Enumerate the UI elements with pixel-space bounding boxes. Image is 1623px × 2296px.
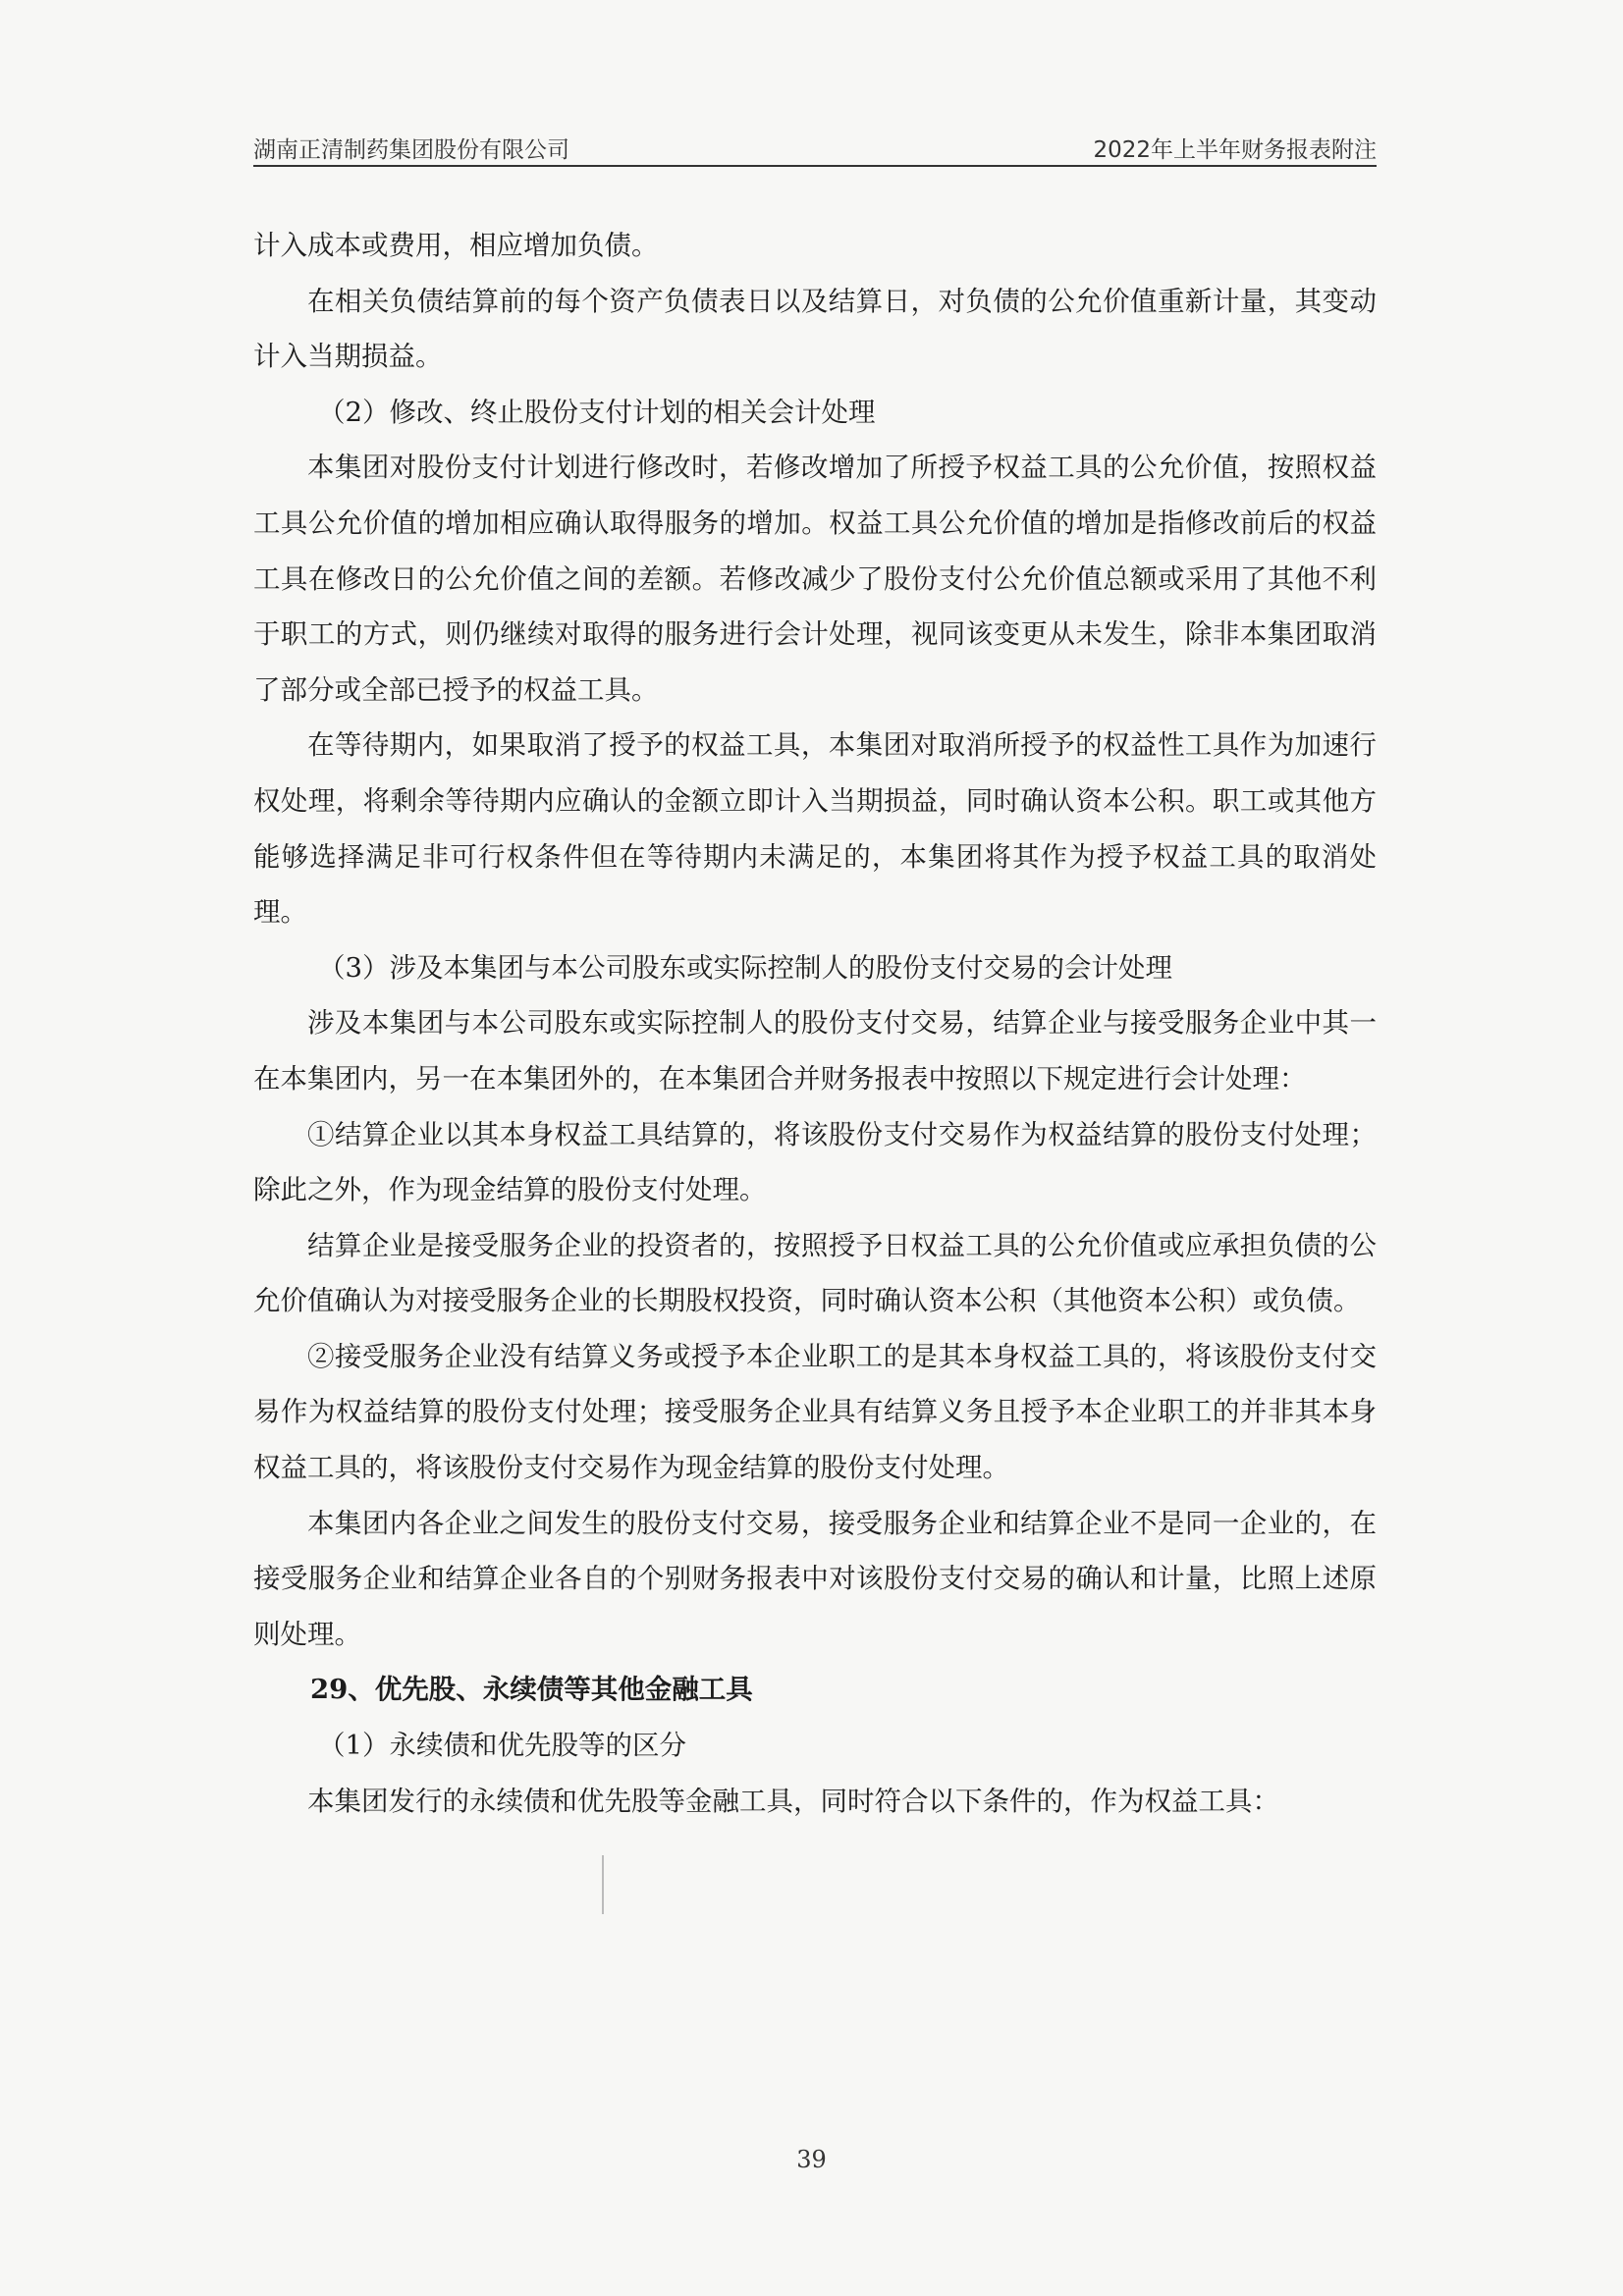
scan-artifact-line <box>602 1855 604 1914</box>
subsection-heading: （3）涉及本集团与本公司股东或实际控制人的股份支付交易的会计处理 <box>318 951 1172 984</box>
subsection-heading: （1）永续债和优先股等的区分 <box>318 1730 686 1762</box>
paragraph: 本集团内各企业之间发生的股份支付交易，接受服务企业和结算企业不是同一企业的，在接受服务企业和结算企业各自的个别财务报表中对该股份支付交易的确认和计量，比照上述原则处理。 <box>253 1507 1377 1650</box>
paragraph: ①结算企业以其本身权益工具结算的，将该股份支付交易作为权益结算的股份支付处理；除此之外，作为现金结算的股份支付处理。 <box>253 1118 1377 1206</box>
paragraph: 结算企业是接受服务企业的投资者的，按照授予日权益工具的公允价值或应承担负债的公允价值确认为对接受服务企业的长期股权投资，同时确认资本公积（其他资本公积）或负债。 <box>253 1229 1377 1317</box>
header-divider <box>253 165 1377 167</box>
subsection-heading: （2）修改、终止股份支付计划的相关会计处理 <box>318 396 876 428</box>
header-company-name: 湖南正清制药集团股份有限公司 <box>253 137 569 163</box>
paragraph-continuation: 计入成本或费用，相应增加负债。 <box>253 230 659 261</box>
body-text <box>253 218 1377 1829</box>
paragraph: 本集团发行的永续债和优先股等金融工具，同时符合以下条件的，作为权益工具： <box>307 1785 1279 1817</box>
section-heading: 29、优先股、永续债等其他金融工具 <box>310 1674 753 1706</box>
paragraph: 涉及本集团与本公司股东或实际控制人的股份支付交易，结算企业与接受服务企业中其一在本集团内，另一在本集团外的，在本集团合并财务报表中按照以下规定进行会计处理： <box>253 1007 1377 1095</box>
header-report-title: 2022年上半年财务报表附注 <box>1093 137 1377 163</box>
paragraph: ②接受服务企业没有结算义务或授予本企业职工的是其本身权益工具的，将该股份支付交易作为权益结算的股份支付处理；接受服务企业具有结算义务且授予本企业职工的并非其本身权益工具的，将该股份支付交易作为现金结算的股份支付处理。 <box>253 1340 1377 1484</box>
paragraph: 在相关负债结算前的每个资产负债表日以及结算日，对负债的公允价值重新计量，其变动计入当期损益。 <box>253 285 1377 373</box>
page-header <box>253 126 1377 167</box>
paragraph: 本集团对股份支付计划进行修改时，若修改增加了所授予权益工具的公允价值，按照权益工具公允价值的增加相应确认取得服务的增加。权益工具公允价值的增加是指修改前后的权益工具在修改日的公允价值之间的差额。若修改减少了股份支付公允价值总额或采用了其他不利于职工的方式，则仍继续对取得的服务进行会计处理，视同该变更从未发生，除非本集团取消了部分或全部已授予的权益工具。 <box>253 452 1377 706</box>
paragraph: 在等待期内，如果取消了授予的权益工具，本集团对取消所授予的权益性工具作为加速行权处理，将剩余等待期内应确认的金额立即计入当期损益，同时确认资本公积。职工或其他方能够选择满足非可行权条件但在等待期内未满足的，本集团将其作为授予权益工具的取消处理。 <box>253 729 1377 929</box>
page-number: 39 <box>796 2146 827 2173</box>
